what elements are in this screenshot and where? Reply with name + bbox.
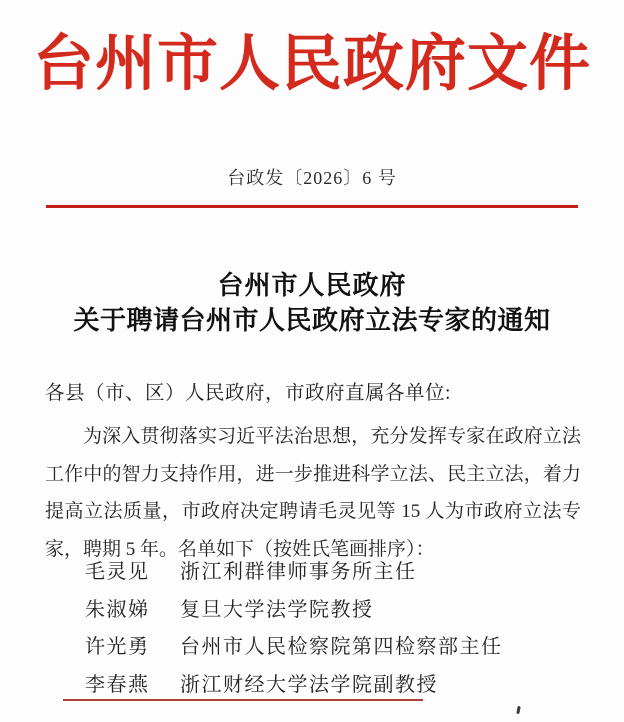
salutation: 各县（市、区）人民政府，市政府直属各单位: bbox=[45, 383, 451, 404]
expert-row bbox=[85, 592, 585, 630]
experts-list bbox=[85, 554, 585, 704]
expert-name: 许光勇 bbox=[85, 636, 150, 658]
expert-name: 毛灵见 bbox=[85, 561, 150, 583]
stray-ink-mark bbox=[516, 706, 521, 714]
notice-title bbox=[0, 268, 624, 338]
expert-name: 李春燕 bbox=[85, 673, 150, 696]
red-underline bbox=[63, 699, 423, 701]
expert-row bbox=[85, 629, 585, 667]
notice-title-line2: 关于聘请台州市人民政府立法专家的通知 bbox=[73, 306, 551, 335]
expert-title: 浙江财经大学法学院副教授 bbox=[180, 673, 438, 696]
expert-row bbox=[85, 554, 585, 592]
banner-title: 台州市人民政府文件 bbox=[32, 31, 591, 98]
red-divider-rule bbox=[46, 205, 578, 208]
notice-title-line1: 台州市人民政府 bbox=[217, 271, 407, 300]
expert-title: 浙江利群律师事务所主任 bbox=[180, 561, 417, 583]
expert-title: 复旦大学法学院教授 bbox=[180, 598, 374, 621]
expert-name: 朱淑娣 bbox=[85, 598, 150, 621]
doc-number: 台政发〔2026〕6 号 bbox=[227, 168, 397, 188]
expert-title: 台州市人民检察院第四检察部主任 bbox=[180, 636, 503, 658]
body-paragraph: 为深入贯彻落实习近平法治思想，充分发挥专家在政府立法工作中的智力支持作用，进一步推进科学立法、民主立法，着力提高立法质量，市政府决定聘请毛灵见等 15 人为市政府立法专家，聘期 5 年。名单如下（按姓氏笔画排序）： bbox=[45, 426, 581, 560]
